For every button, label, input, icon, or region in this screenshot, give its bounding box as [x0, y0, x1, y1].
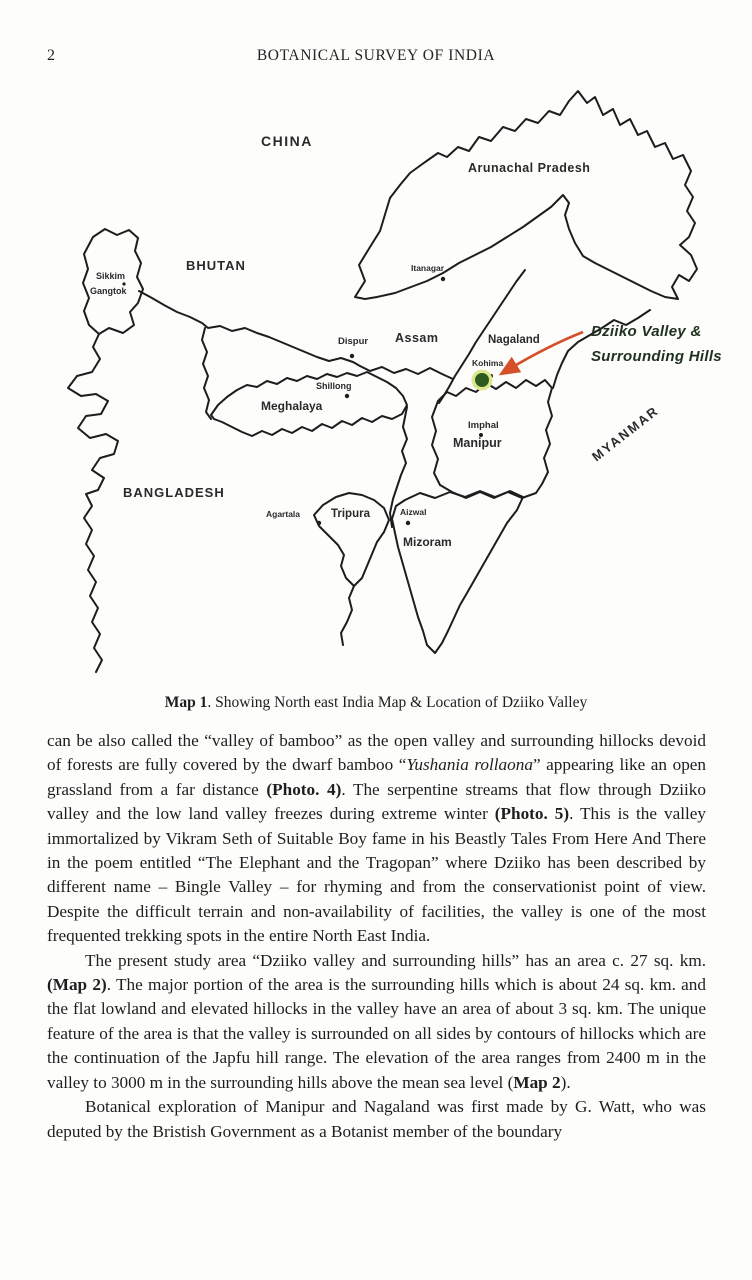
border-branch: [202, 328, 211, 419]
map-label-assam: Assam: [395, 331, 439, 345]
city-dot-itanagar: [441, 277, 445, 281]
map-label-manipur: Manipur: [453, 436, 502, 450]
running-header-title: BOTANICAL SURVEY OF INDIA: [256, 47, 496, 64]
map-label-itanagar: Itanagar: [411, 263, 445, 273]
body-paragraph: Botanical exploration of Manipur and Nagaland was first made by G. Watt, who was deputed by the Bristish Government as a Botanist member of the boundary: [47, 1097, 706, 1141]
map-label-mizoram: Mizoram: [403, 535, 452, 549]
map-label-kohima: Kohima: [472, 358, 504, 368]
map-label-shillong: Shillong: [316, 381, 352, 391]
page-number: 2: [47, 47, 55, 64]
map-label-nagaland: Nagaland: [488, 334, 540, 346]
dziiko-marker-icon: [475, 373, 489, 387]
northeast-india-map: [55, 85, 735, 695]
map-label-agartala: Agartala: [266, 509, 301, 519]
map-caption: [0, 694, 752, 712]
body-paragraph: can be also called the “valley of bamboo” as the open valley and surrounding hillocks devoid of forests are fully covered by the dwarf bamboo “Yushania rollaona” appearing like an open grassland from a far distance (Photo. 4). The serpentine streams that flow through Dziiko valley and the low land valley freezes during extreme winter (Photo. 5). This is the valley immortalized by Vikram Seth of Suitable Boy fame in his Beastly Tales From Here And There in the poem entitled “The Elephant and the Tragopan” where Dziiko has been described by different name – Bingle Valley – for rhyming and from the conservationist point of view. Despite the difficult terrain and non-availability of facilities, the valley is one of the most frequented trekking spots in the entire North East India.: [47, 731, 707, 946]
city-dot-agartala: [317, 521, 321, 525]
map-caption-label: Map 1: [164, 694, 208, 711]
map-caption-text: . Showing North east India Map & Location of Dziiko Valley: [207, 694, 588, 711]
map-label-myanmar: MYANMAR: [588, 402, 662, 465]
map-label-bangladesh: BANGLADESH: [123, 485, 225, 500]
city-dot-dispur: [350, 354, 354, 358]
map-label-meghalaya: Meghalaya: [261, 399, 323, 413]
body-paragraph: The present study area “Dziiko valley and surrounding hills” has an area c. 27 sq. km. (Map 2). The major portion of the area is the surrounding hills which is about 24 sq. km. and the flat lowland and elevated hillocks in the valley have an area of about 3 sq. km. The unique feature of the area is that the valley is surrounded on all sides by contours of hillocks which are the continuation of the Japfu hill range. The elevation of the area ranges from 2400 m in the valley to 3000 m in the surrounding hills above the mean sea level (Map 2).: [47, 950, 706, 1092]
map-label-china: CHINA: [261, 133, 313, 149]
map-label-bhutan: BHUTAN: [186, 258, 246, 273]
border-arunachal: [355, 91, 697, 299]
map-label-dispur: Dispur: [338, 336, 369, 347]
map-label-sikkim: Sikkim: [96, 271, 126, 281]
map-label-aizwal: Aizwal: [400, 507, 427, 517]
map-label-tripura: Tripura: [331, 508, 370, 520]
map-label-arunachal: Arunachal Pradesh: [468, 161, 591, 175]
city-dot-shillong: [345, 394, 349, 398]
body-text: [47, 729, 706, 1144]
annotation-line1: Dziiko Valley &: [591, 323, 702, 340]
border-tripura: [314, 493, 389, 586]
annotation-line2: Surrounding Hills: [591, 348, 722, 365]
city-dot-aizwal: [406, 521, 410, 525]
border-sikkim: [83, 229, 143, 334]
map-label-gangtok: Gangtok: [90, 286, 127, 296]
border-west: [68, 334, 118, 672]
northeast-india-map-figure: [55, 85, 735, 695]
map-label-imphal: Imphal: [468, 420, 499, 431]
border-chittagong: [341, 586, 354, 645]
